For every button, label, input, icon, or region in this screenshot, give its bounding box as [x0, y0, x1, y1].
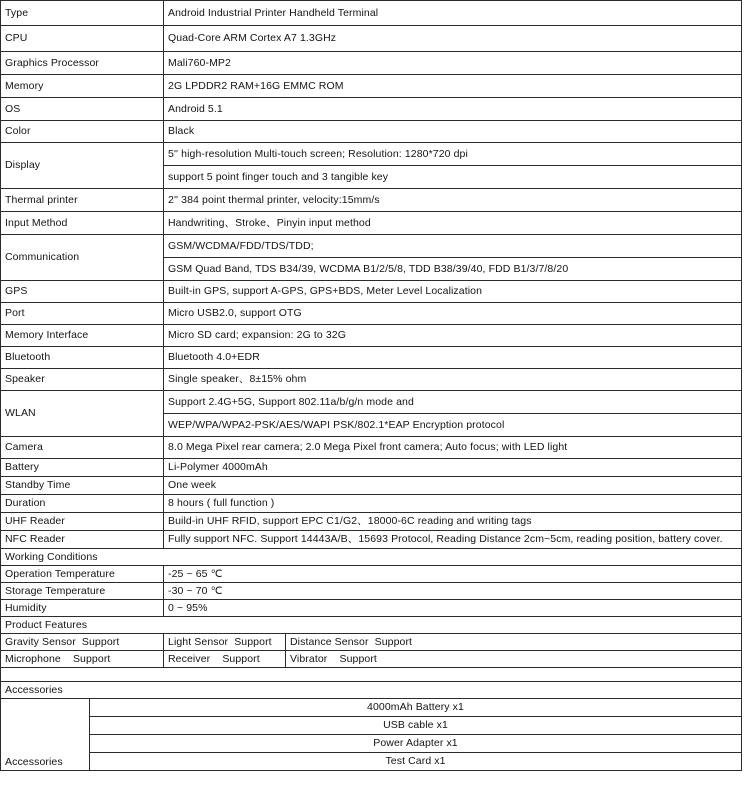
spec-value-cpu: Quad-Core ARM Cortex A7 1.3GHz	[164, 26, 742, 52]
accessories-row-label: Accessories	[1, 699, 90, 771]
spec-value-memory: 2G LPDDR2 RAM+16G EMMC ROM	[164, 75, 742, 98]
spec-label-uhf-reader: UHF Reader	[1, 513, 164, 531]
table-row	[1, 566, 742, 583]
spec-value-gps: Built-in GPS, support A-GPS, GPS+BDS, Meter Level Localization	[164, 281, 742, 303]
spec-value-port: Micro USB2.0, support OTG	[164, 303, 742, 325]
table-row	[1, 212, 742, 235]
spec-label-graphics-processor: Graphics Processor	[1, 52, 164, 75]
feature-name: Light Sensor	[168, 635, 229, 648]
spec-label-humidity: Humidity	[1, 600, 164, 617]
section-title-working-conditions: Working Conditions	[1, 549, 742, 566]
table-row	[1, 634, 742, 651]
spec-value-bluetooth: Bluetooth 4.0+EDR	[164, 347, 742, 369]
feature-name: Distance Sensor	[290, 635, 369, 648]
spec-label-color: Color	[1, 121, 164, 143]
spec-value-duration: 8 hours ( full function )	[164, 495, 742, 513]
table-row	[1, 651, 742, 668]
accessory-item-test-card: Test Card x1	[90, 753, 742, 771]
spec-value-memory-interface: Micro SD card; expansion: 2G to 32G	[164, 325, 742, 347]
spec-value-battery: Li-Polymer 4000mAh	[164, 459, 742, 477]
feature-gravity-sensor	[1, 634, 164, 651]
table-row	[1, 75, 742, 98]
section-header-row	[1, 682, 742, 699]
spec-value-color: Black	[164, 121, 742, 143]
accessory-item-battery: 4000mAh Battery x1	[90, 699, 742, 717]
spec-value-speaker: Single speaker、8±15% ohm	[164, 369, 742, 391]
feature-status: Support	[234, 635, 272, 648]
spec-label-duration: Duration	[1, 495, 164, 513]
accessory-item-power-adapter: Power Adapter x1	[90, 735, 742, 753]
feature-microphone	[1, 651, 164, 668]
spec-label-speaker: Speaker	[1, 369, 164, 391]
feature-name: Gravity Sensor	[5, 635, 76, 648]
section-header-row	[1, 549, 742, 566]
table-row	[1, 437, 742, 459]
product-features-grid	[0, 633, 742, 682]
table-row	[1, 583, 742, 600]
table-row	[1, 235, 742, 258]
table-row	[1, 753, 742, 771]
table-row	[1, 391, 742, 414]
feature-receiver	[164, 651, 286, 668]
spec-label-gps: GPS	[1, 281, 164, 303]
spec-label-nfc-reader: NFC Reader	[1, 531, 164, 549]
spec-label-memory-interface: Memory Interface	[1, 325, 164, 347]
accessory-item-usb-cable: USB cable x1	[90, 717, 742, 735]
spec-label-memory: Memory	[1, 75, 164, 98]
spec-value-graphics-processor: Mali760-MP2	[164, 52, 742, 75]
spec-value-nfc-reader: Fully support NFC. Support 14443A/B、15693 Protocol, Reading Distance 2cm~5cm, reading position, battery cover.	[164, 531, 742, 549]
section-title-product-features: Product Features	[1, 617, 742, 634]
feature-status: Support	[374, 635, 413, 648]
table-row	[1, 459, 742, 477]
spec-value-humidity: 0 ~ 95%	[164, 600, 742, 617]
spec-value-os: Android 5.1	[164, 98, 742, 121]
spec-label-type: Type	[1, 1, 164, 26]
feature-light-sensor	[164, 634, 286, 651]
feature-name: Receiver	[168, 652, 211, 665]
table-row	[1, 121, 742, 143]
table-row	[1, 477, 742, 495]
feature-name: Microphone	[5, 652, 61, 665]
table-row	[1, 531, 742, 549]
spec-value-operation-temperature: -25 ~ 65 ℃	[164, 566, 742, 583]
table-row	[1, 98, 742, 121]
spec-label-camera: Camera	[1, 437, 164, 459]
table-row	[1, 699, 742, 717]
spacer-row	[1, 668, 742, 682]
spec-label-bluetooth: Bluetooth	[1, 347, 164, 369]
spec-label-communication: Communication	[1, 235, 164, 281]
spec-value-communication-1: GSM/WCDMA/FDD/TDS/TDD;	[164, 235, 742, 258]
spec-value-storage-temperature: -30 ~ 70 ℃	[164, 583, 742, 600]
table-row	[1, 369, 742, 391]
feature-status: Support	[72, 652, 111, 665]
table-row	[1, 717, 742, 735]
spec-label-wlan: WLAN	[1, 391, 164, 437]
feature-status: Support	[81, 635, 120, 648]
spec-label-input-method: Input Method	[1, 212, 164, 235]
spec-label-port: Port	[1, 303, 164, 325]
table-row	[1, 26, 742, 52]
section-header-row	[1, 617, 742, 634]
table-row	[1, 495, 742, 513]
spec-value-communication-2: GSM Quad Band, TDS B34/39, WCDMA B1/2/5/8, TDD B38/39/40, FDD B1/3/7/8/20	[164, 258, 742, 281]
spec-value-type: Android Industrial Printer Handheld Terminal	[164, 1, 742, 26]
table-row	[1, 143, 742, 166]
spec-label-standby-time: Standby Time	[1, 477, 164, 495]
spec-label-battery: Battery	[1, 459, 164, 477]
spec-label-display: Display	[1, 143, 164, 189]
spec-value-input-method: Handwriting、Stroke、Pinyin input method	[164, 212, 742, 235]
spec-value-wlan-2: WEP/WPA/WPA2-PSK/AES/WAPI PSK/802.1*EAP Encryption protocol	[164, 414, 742, 437]
spacer-cell	[1, 668, 742, 682]
feature-vibrator	[286, 651, 742, 668]
spec-value-wlan-1: Support 2.4G+5G, Support 802.11a/b/g/n mode and	[164, 391, 742, 414]
table-row	[1, 189, 742, 212]
spec-label-operation-temperature: Operation Temperature	[1, 566, 164, 583]
table-row	[1, 52, 742, 75]
feature-status: Support	[339, 652, 377, 665]
feature-status: Support	[222, 652, 260, 665]
spec-label-cpu: CPU	[1, 26, 164, 52]
accessories-table	[0, 681, 742, 771]
spec-value-standby-time: One week	[164, 477, 742, 495]
table-row	[1, 735, 742, 753]
table-row	[1, 513, 742, 531]
feature-distance-sensor	[286, 634, 742, 651]
spec-value-uhf-reader: Build-in UHF RFID, support EPC C1/G2、18000-6C reading and writing tags	[164, 513, 742, 531]
spec-value-thermal-printer: 2'' 384 point thermal printer, velocity:15mm/s	[164, 189, 742, 212]
spec-value-display-2: support 5 point finger touch and 3 tangible key	[164, 166, 742, 189]
table-row	[1, 1, 742, 26]
spec-label-storage-temperature: Storage Temperature	[1, 583, 164, 600]
table-row	[1, 325, 742, 347]
table-row	[1, 303, 742, 325]
table-row	[1, 281, 742, 303]
section-title-accessories: Accessories	[1, 682, 742, 699]
table-row	[1, 347, 742, 369]
table-row	[1, 600, 742, 617]
spec-value-camera: 8.0 Mega Pixel rear camera; 2.0 Mega Pixel front camera; Auto focus; with LED light	[164, 437, 742, 459]
spec-value-display-1: 5'' high-resolution Multi-touch screen; Resolution: 1280*720 dpi	[164, 143, 742, 166]
spec-label-os: OS	[1, 98, 164, 121]
feature-name: Vibrator	[290, 652, 328, 665]
spec-label-thermal-printer: Thermal printer	[1, 189, 164, 212]
